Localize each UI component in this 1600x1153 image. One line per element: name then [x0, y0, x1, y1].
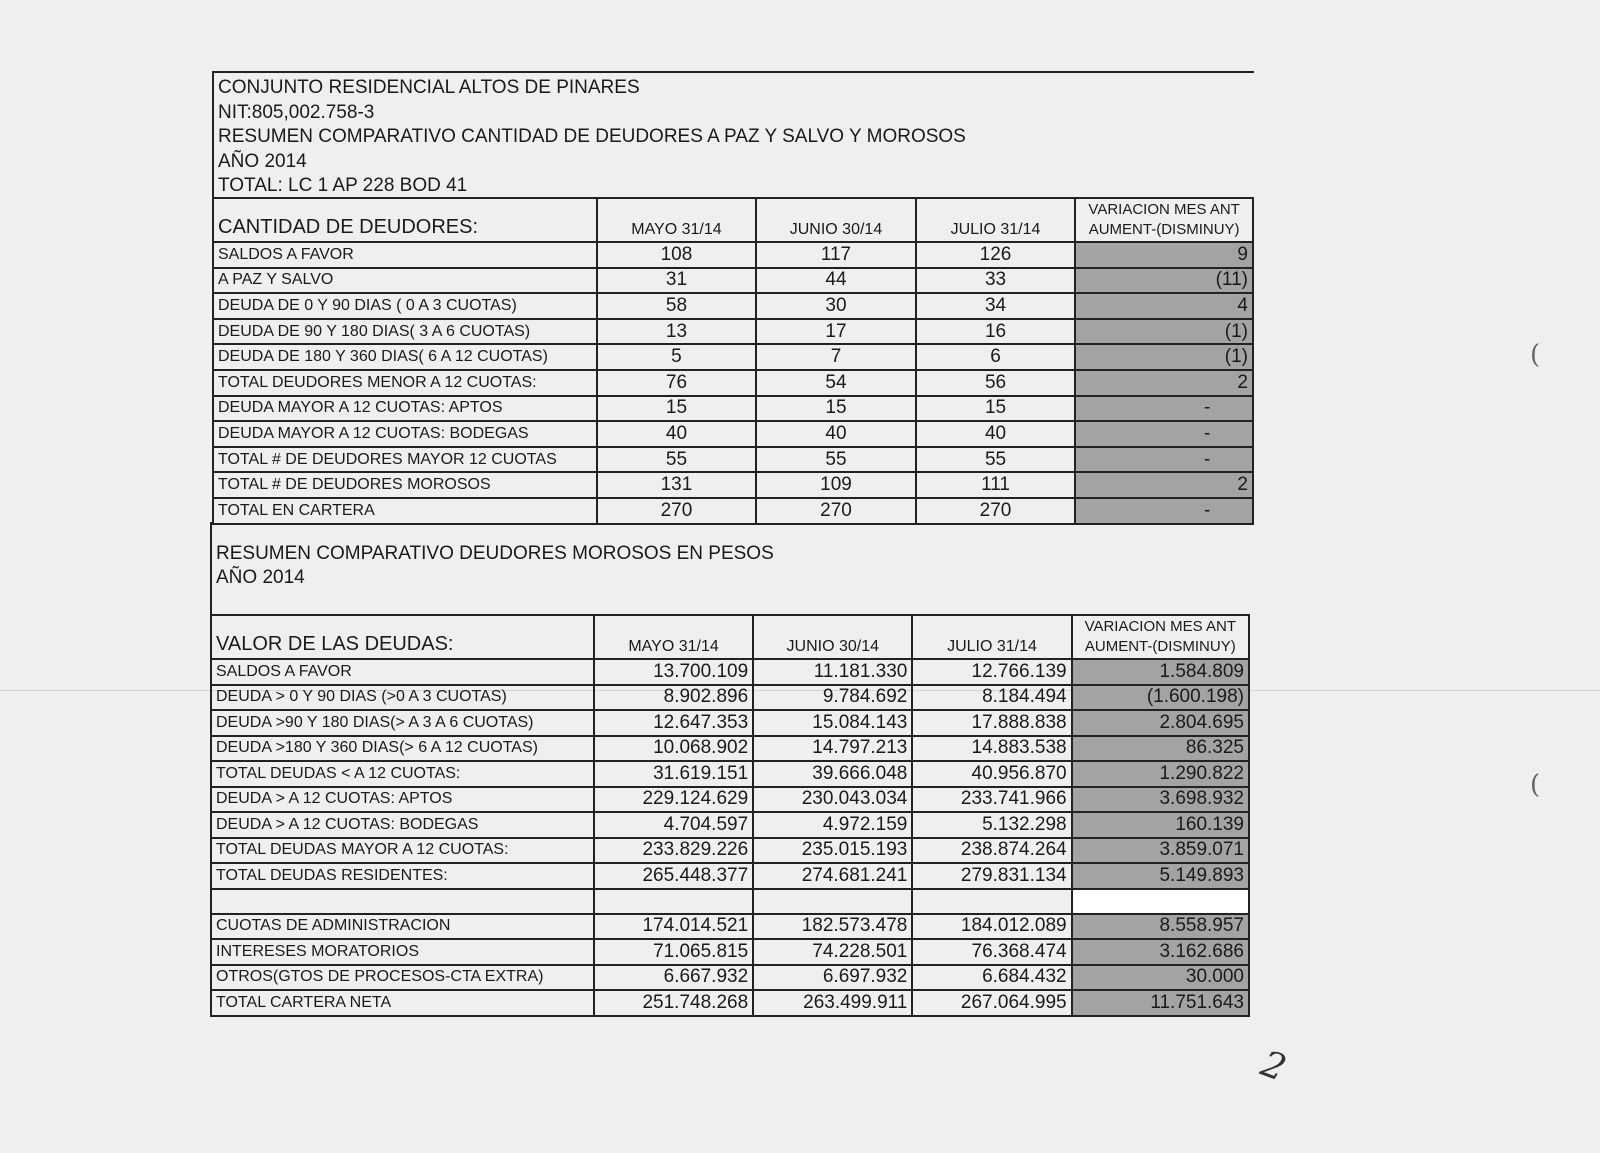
cell-june: 54 — [756, 370, 916, 396]
cell-may: 229.124.629 — [594, 787, 753, 813]
cell-variation: 3.698.932 — [1072, 787, 1249, 813]
cell-july: 111 — [916, 472, 1076, 498]
cell-variation: 1.290.822 — [1072, 761, 1249, 787]
row-label: INTERESES MORATORIOS — [211, 939, 594, 965]
cell-july: 16 — [916, 319, 1076, 345]
column-header-label: VALOR DE LAS DEUDAS: — [211, 615, 594, 659]
table-row — [213, 319, 1253, 345]
cell-june: 235.015.193 — [753, 838, 912, 864]
table-row — [213, 242, 1253, 268]
cell-june: 109 — [756, 472, 916, 498]
cell-may: 15 — [597, 396, 757, 422]
cell-variation: 5.149.893 — [1072, 863, 1249, 889]
page-number-handwritten: 2 — [1255, 1043, 1292, 1090]
cell-may: 6.667.932 — [594, 965, 753, 991]
cell-may: 40 — [597, 421, 757, 447]
table-row — [211, 736, 1249, 762]
cell-variation: - — [1075, 396, 1253, 422]
variation-header-line1: VARIACION MES ANT — [1088, 201, 1240, 218]
cell-variation: (11) — [1075, 268, 1253, 294]
cell-june: 17 — [756, 319, 916, 345]
summary-title: RESUMEN COMPARATIVO CANTIDAD DE DEUDORES A PAZ Y SALVO Y MOROSOS — [218, 126, 966, 147]
cell-june: 15.084.143 — [753, 710, 912, 736]
cell-may: 31.619.151 — [594, 761, 753, 787]
cell-variation: - — [1075, 421, 1253, 447]
table-row — [213, 293, 1253, 319]
cell-june: 7 — [756, 344, 916, 370]
section2-header — [210, 522, 1252, 616]
cell-may: 13 — [597, 319, 757, 345]
variation-header-line2: AUMENT-(DISMINUY) — [1084, 638, 1236, 655]
nit-number: NIT:805,002.758-3 — [218, 101, 375, 123]
cell-june: 9.784.692 — [753, 685, 912, 711]
row-label: DEUDA DE 90 Y 180 DIAS( 3 A 6 CUOTAS) — [213, 319, 597, 345]
margin-mark-lower: ( — [1530, 770, 1541, 800]
row-label: OTROS(GTOS DE PROCESOS-CTA EXTRA) — [211, 965, 594, 991]
cell-may: 233.829.226 — [594, 838, 753, 864]
cell-july: 40 — [916, 421, 1076, 447]
cell-july: 33 — [916, 268, 1076, 294]
cell-may: 55 — [597, 447, 757, 473]
row-label: DEUDA > A 12 CUOTAS: APTOS — [211, 787, 594, 813]
row-label: TOTAL DEUDAS RESIDENTES: — [211, 863, 594, 889]
cell-may: 12.647.353 — [594, 710, 753, 736]
row-label: TOTAL DEUDORES MENOR A 12 CUOTAS: — [213, 370, 597, 396]
cell-july: 34 — [916, 293, 1076, 319]
cell-june: 44 — [756, 268, 916, 294]
cell-june: 4.972.159 — [753, 812, 912, 838]
cell-variation: 2 — [1075, 472, 1253, 498]
column-header-july: JULIO 31/14 — [916, 198, 1076, 242]
cell-july: 40.956.870 — [912, 761, 1071, 787]
cell-may: 4.704.597 — [594, 812, 753, 838]
cell-july: 238.874.264 — [912, 838, 1071, 864]
cell-july: 6.684.432 — [912, 965, 1071, 991]
cell-june: 74.228.501 — [753, 939, 912, 965]
table-row — [211, 787, 1249, 813]
margin-mark-upper: ( — [1530, 340, 1541, 370]
cell-july: 233.741.966 — [912, 787, 1071, 813]
table-row — [211, 812, 1249, 838]
cell-june: 117 — [756, 242, 916, 268]
cell-may: 76 — [597, 370, 757, 396]
row-label: SALDOS A FAVOR — [213, 242, 597, 268]
row-label: TOTAL # DE DEUDORES MOROSOS — [213, 472, 597, 498]
empty-cell — [211, 889, 594, 914]
cell-variation: 2 — [1075, 370, 1253, 396]
row-label: TOTAL DEUDAS < A 12 CUOTAS: — [211, 761, 594, 787]
cell-may: 265.448.377 — [594, 863, 753, 889]
company-name: CONJUNTO RESIDENCIAL ALTOS DE PINARES — [218, 77, 640, 98]
cell-may: 8.902.896 — [594, 685, 753, 711]
row-label: DEUDA > 0 Y 90 DIAS (>0 A 3 CUOTAS) — [211, 685, 594, 711]
empty-cell — [594, 889, 753, 914]
cell-july: 12.766.139 — [912, 659, 1071, 685]
row-label: TOTAL CARTERA NETA — [211, 990, 594, 1016]
column-header-july: JULIO 31/14 — [912, 615, 1071, 659]
cell-may: 131 — [597, 472, 757, 498]
cell-june: 40 — [756, 421, 916, 447]
row-label: TOTAL # DE DEUDORES MAYOR 12 CUOTAS — [213, 447, 597, 473]
table-row — [211, 659, 1249, 685]
summary-year: AÑO 2014 — [218, 150, 307, 172]
units-total: TOTAL: LC 1 AP 228 BOD 41 — [218, 175, 468, 196]
section2-title: RESUMEN COMPARATIVO DEUDORES MOROSOS EN PESOS — [216, 543, 774, 564]
cell-variation: 2.804.695 — [1072, 710, 1249, 736]
cell-may: 58 — [597, 293, 757, 319]
cell-variation: 9 — [1075, 242, 1253, 268]
cell-june: 55 — [756, 447, 916, 473]
table-row — [211, 710, 1249, 736]
cell-variation: 8.558.957 — [1072, 914, 1249, 940]
row-label: DEUDA DE 0 Y 90 DIAS ( 0 A 3 CUOTAS) — [213, 293, 597, 319]
cell-july: 15 — [916, 396, 1076, 422]
row-label: DEUDA >90 Y 180 DIAS(> A 3 A 6 CUOTAS) — [211, 710, 594, 736]
cell-july: 17.888.838 — [912, 710, 1071, 736]
table-row — [211, 761, 1249, 787]
cell-july: 5.132.298 — [912, 812, 1071, 838]
table-row — [213, 396, 1253, 422]
column-header-variation — [1072, 615, 1249, 659]
debt-value-table — [210, 614, 1250, 1017]
column-header-june: JUNIO 30/14 — [756, 198, 916, 242]
row-label: DEUDA > A 12 CUOTAS: BODEGAS — [211, 812, 594, 838]
cell-variation: 160.139 — [1072, 812, 1249, 838]
cell-may: 10.068.902 — [594, 736, 753, 762]
cell-variation: 3.859.071 — [1072, 838, 1249, 864]
cell-june: 263.499.911 — [753, 990, 912, 1016]
cell-june: 39.666.048 — [753, 761, 912, 787]
debtor-count-table — [212, 197, 1254, 525]
table-row — [213, 268, 1253, 294]
row-label: DEUDA MAYOR A 12 CUOTAS: APTOS — [213, 396, 597, 422]
cell-may: 251.748.268 — [594, 990, 753, 1016]
cell-variation: - — [1075, 498, 1253, 524]
document-header — [212, 71, 1254, 199]
cell-may: 31 — [597, 268, 757, 294]
cell-july: 8.184.494 — [912, 685, 1071, 711]
cell-variation: 3.162.686 — [1072, 939, 1249, 965]
cell-july: 126 — [916, 242, 1076, 268]
cell-variation: (1) — [1075, 344, 1253, 370]
table-row — [211, 838, 1249, 864]
cell-july: 55 — [916, 447, 1076, 473]
row-label: SALDOS A FAVOR — [211, 659, 594, 685]
table-row — [211, 863, 1249, 889]
cell-july: 184.012.089 — [912, 914, 1071, 940]
cell-july: 279.831.134 — [912, 863, 1071, 889]
table-row — [211, 965, 1249, 991]
table-row — [211, 939, 1249, 965]
section2-year: AÑO 2014 — [216, 567, 305, 588]
column-header-may: MAYO 31/14 — [597, 198, 757, 242]
row-label: DEUDA DE 180 Y 360 DIAS( 6 A 12 CUOTAS) — [213, 344, 597, 370]
row-label: CUOTAS DE ADMINISTRACION — [211, 914, 594, 940]
cell-may: 71.065.815 — [594, 939, 753, 965]
cell-variation: - — [1075, 447, 1253, 473]
row-label: A PAZ Y SALVO — [213, 268, 597, 294]
cell-variation: 4 — [1075, 293, 1253, 319]
table-header-row — [211, 615, 1249, 659]
empty-cell — [912, 889, 1071, 914]
cell-june: 11.181.330 — [753, 659, 912, 685]
cell-variation: 86.325 — [1072, 736, 1249, 762]
cell-june: 14.797.213 — [753, 736, 912, 762]
cell-june: 274.681.241 — [753, 863, 912, 889]
cell-july: 56 — [916, 370, 1076, 396]
table-row — [213, 472, 1253, 498]
table-row — [211, 685, 1249, 711]
table-row — [213, 447, 1253, 473]
row-label: TOTAL DEUDAS MAYOR A 12 CUOTAS: — [211, 838, 594, 864]
table-header-row — [213, 198, 1253, 242]
table-row — [211, 990, 1249, 1016]
table-row — [213, 498, 1253, 524]
cell-may: 108 — [597, 242, 757, 268]
cell-variation: 30.000 — [1072, 965, 1249, 991]
table-row — [213, 370, 1253, 396]
cell-may: 13.700.109 — [594, 659, 753, 685]
cell-june: 15 — [756, 396, 916, 422]
column-header-label: CANTIDAD DE DEUDORES: — [213, 198, 597, 242]
cell-july: 6 — [916, 344, 1076, 370]
cell-july: 267.064.995 — [912, 990, 1071, 1016]
cell-june: 182.573.478 — [753, 914, 912, 940]
cell-variation: (1) — [1075, 319, 1253, 345]
variation-header-line2: AUMENT-(DISMINUY) — [1088, 221, 1240, 238]
table-row — [211, 914, 1249, 940]
cell-july: 76.368.474 — [912, 939, 1071, 965]
cell-june: 30 — [756, 293, 916, 319]
variation-header-line1: VARIACION MES ANT — [1084, 618, 1236, 635]
table-row — [213, 421, 1253, 447]
row-label: DEUDA >180 Y 360 DIAS(> 6 A 12 CUOTAS) — [211, 736, 594, 762]
table-row — [213, 344, 1253, 370]
empty-cell — [753, 889, 912, 914]
cell-may: 174.014.521 — [594, 914, 753, 940]
row-label: DEUDA MAYOR A 12 CUOTAS: BODEGAS — [213, 421, 597, 447]
cell-june: 6.697.932 — [753, 965, 912, 991]
column-header-may: MAYO 31/14 — [594, 615, 753, 659]
table-separator-row — [211, 889, 1249, 914]
cell-variation: (1.600.198) — [1072, 685, 1249, 711]
cell-may: 270 — [597, 498, 757, 524]
cell-june: 270 — [756, 498, 916, 524]
cell-july: 270 — [916, 498, 1076, 524]
column-header-variation — [1075, 198, 1253, 242]
empty-cell — [1072, 889, 1249, 914]
cell-variation: 1.584.809 — [1072, 659, 1249, 685]
cell-july: 14.883.538 — [912, 736, 1071, 762]
column-header-june: JUNIO 30/14 — [753, 615, 912, 659]
cell-june: 230.043.034 — [753, 787, 912, 813]
cell-may: 5 — [597, 344, 757, 370]
cell-variation: 11.751.643 — [1072, 990, 1249, 1016]
row-label: TOTAL EN CARTERA — [213, 498, 597, 524]
